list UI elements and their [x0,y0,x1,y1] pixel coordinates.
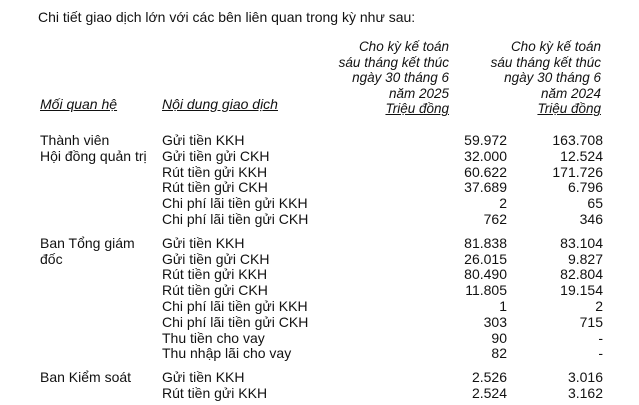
content-header-text: Nội dung giao dịch [162,96,278,112]
relationship-cell [0,212,162,228]
description-cell: Gửi tiền KKH [162,234,245,251]
value-2025-cell: 80.490 [464,266,507,283]
header-line: ngày 30 tháng 6 [352,70,449,85]
column-header-2025 [339,39,449,117]
value-2024-cell: 2 [595,297,603,314]
value-2024-cell: 3.162 [567,384,603,401]
table-row [0,236,639,252]
table-row [0,299,639,315]
description-cell: Rút tiền gửi KKH [162,163,268,180]
value-2025-cell: 32.000 [464,147,507,164]
value-2025-cell: 11.805 [465,282,507,299]
description-cell: Gửi tiền gửi CKH [162,147,270,164]
description-cell: Rút tiền gửi KKH [162,266,268,283]
value-2024-cell: 83.104 [560,234,603,251]
header-unit: Triệu đồng [537,101,601,116]
value-2025-cell: 2.524 [471,384,507,401]
transactions-table [0,133,639,402]
table-row [0,196,639,212]
relationship-header [40,96,117,112]
relationship-cell [0,283,162,299]
value-2024-cell: 12.524 [560,147,603,164]
table-row [0,386,639,402]
relationship-cell: Hội đồng quản trị [40,147,147,164]
table-row [0,346,639,362]
intro-text: Chi tiết giao dịch lớn với các bên liên quan trong kỳ như sau: [38,9,416,25]
relationship-cell [0,180,162,196]
table-row [0,133,639,149]
value-2025-cell: 762 [483,210,507,227]
table-row [0,149,639,165]
value-2024-cell: 65 [587,195,603,212]
relationship-cell: đốc [40,250,63,267]
relationship-cell [0,346,162,362]
table-row [0,267,639,283]
value-2025-cell: 26.015 [464,250,507,267]
value-2024-cell: 6.796 [567,179,603,196]
column-header-2024 [491,39,601,117]
header-line: Cho kỳ kế toán [358,39,449,54]
table-row [0,370,639,386]
table-row [0,212,639,228]
value-2025-cell: 303 [483,313,507,330]
relationship-cell [0,299,162,315]
value-2024-cell: 9.827 [567,250,603,267]
relationship-cell [0,331,162,347]
header-line: ngày 30 tháng 6 [504,70,601,85]
value-2025-cell: 1 [499,297,507,314]
table-row [0,252,639,268]
value-2024-cell: - [598,329,603,346]
relationship-cell [0,165,162,181]
header-line: năm 2024 [540,85,601,101]
description-cell: Rút tiền gửi KKH [162,384,268,401]
value-2025-cell: 81.838 [464,234,507,251]
value-2024-cell: 82.804 [560,266,603,283]
value-2024-cell: - [598,345,603,362]
content-header [162,96,278,112]
value-2025-cell: 2 [499,195,507,212]
relationship-cell [0,315,162,331]
header-line: sáu tháng kết thúc [338,54,449,70]
value-2025-cell: 37.689 [464,179,507,196]
description-cell: Rút tiền gửi CKH [162,282,268,299]
description-cell: Rút tiền gửi CKH [162,179,268,196]
value-2024-cell: 3.016 [567,369,603,386]
description-cell: Gửi tiền KKH [162,369,245,386]
description-cell: Chi phí lãi tiền gửi KKH [162,195,308,212]
value-2025-cell: 59.972 [464,132,507,148]
relationship-header-text: Mối quan hệ [40,96,118,112]
description-cell: Chi phí lãi tiền gửi KKH [162,297,308,314]
table-row [0,165,639,181]
value-2024-cell: 163.708 [552,132,603,148]
header-line: sáu tháng kết thúc [490,54,601,70]
description-cell: Chi phí lãi tiền gửi CKH [162,210,309,227]
relationship-cell: Thành viên [40,132,110,148]
header-unit: Triệu đồng [385,101,449,116]
value-2025-cell: 2.526 [471,369,507,386]
relationship-cell: Ban Kiểm soát [40,369,132,386]
table-row [0,331,639,347]
table-row [0,315,639,331]
value-2025-cell: 60.622 [464,163,507,180]
description-cell: Gửi tiền gửi CKH [162,250,270,267]
table-row [0,283,639,299]
value-2025-cell: 82 [491,345,507,362]
header-line: năm 2025 [388,85,449,101]
description-cell: Thu tiền cho vay [162,329,265,346]
description-cell: Gửi tiền KKH [162,132,245,148]
table-row [0,180,639,196]
relationship-cell [0,386,162,402]
header-line: Cho kỳ kế toán [510,39,601,54]
relationship-cell [0,267,162,283]
description-cell: Thu nhập lãi cho vay [162,345,292,362]
value-2025-cell: 90 [491,329,507,346]
relationship-cell [0,196,162,212]
description-cell: Chi phí lãi tiền gửi CKH [162,313,309,330]
value-2024-cell: 171.726 [552,163,603,180]
relationship-cell: Ban Tổng giám [40,234,135,251]
value-2024-cell: 346 [579,210,603,227]
value-2024-cell: 715 [579,313,603,330]
value-2024-cell: 19.154 [560,282,603,299]
